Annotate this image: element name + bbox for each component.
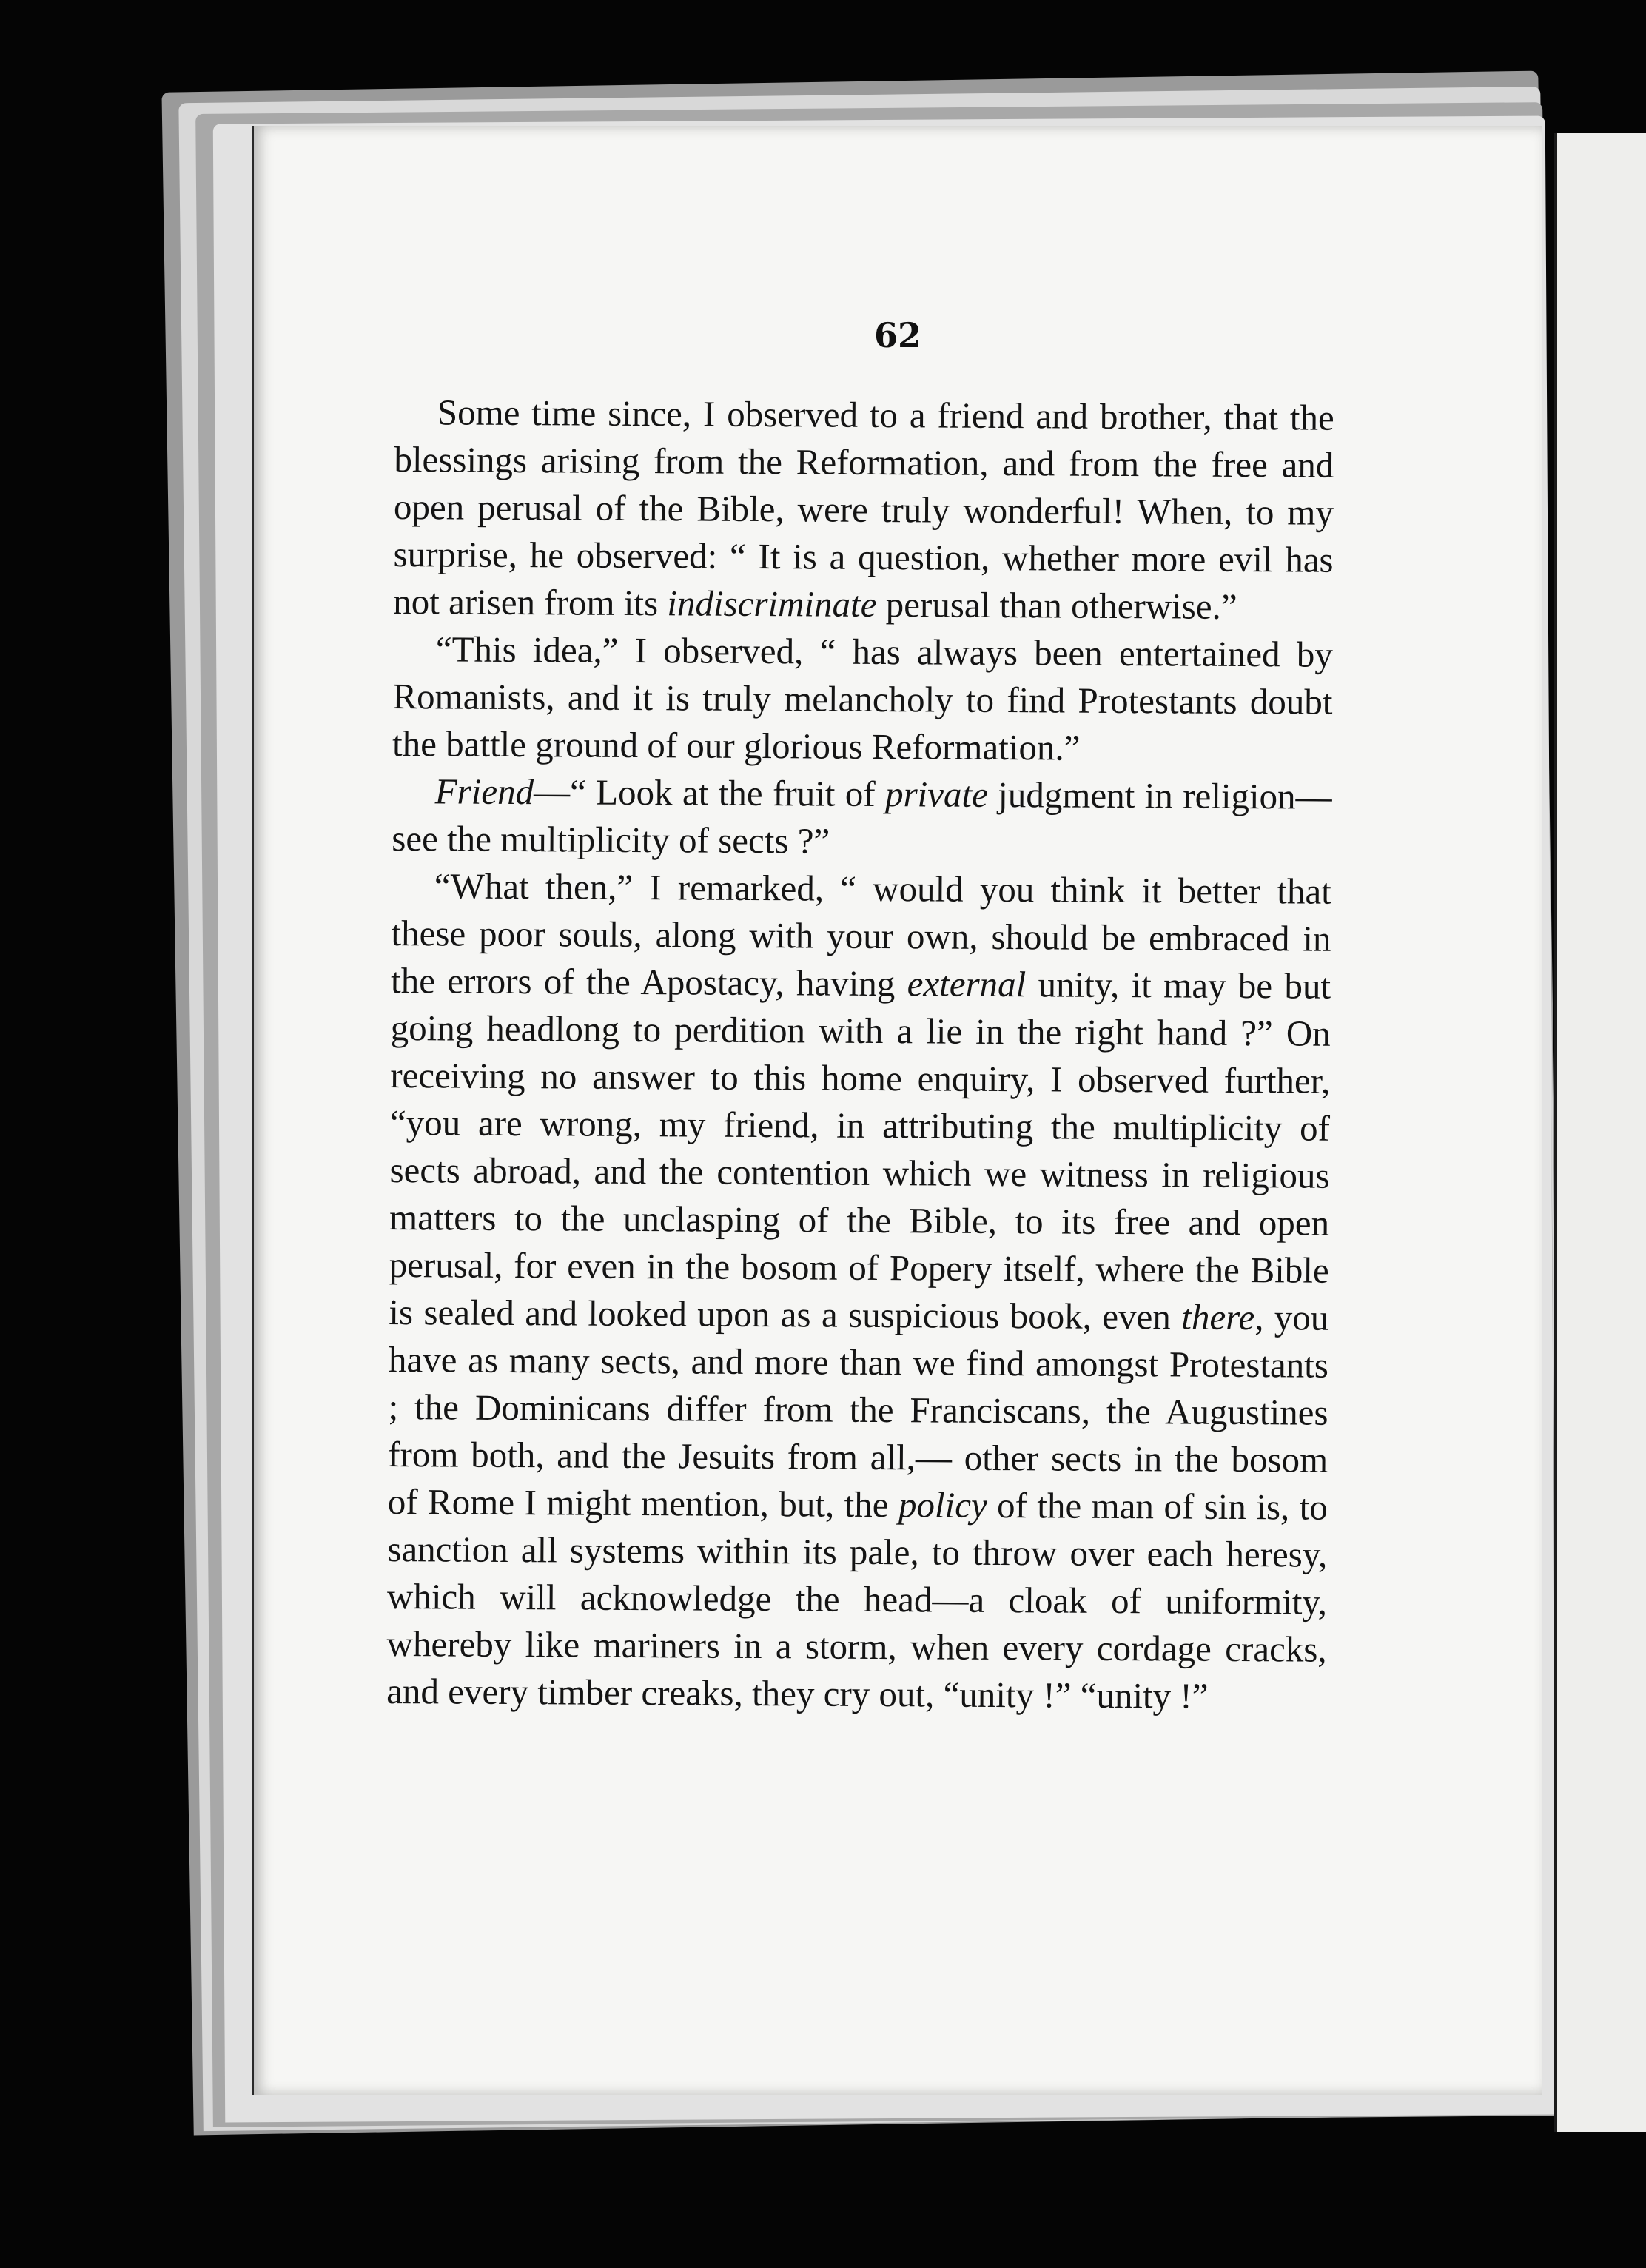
text-run: —“ Look at the fruit of	[533, 771, 886, 815]
paragraph	[392, 625, 1333, 774]
italic-text: external	[907, 963, 1027, 1005]
text-run: of the man of sin is, to sanction all systems within its pale, to throw over each heresy, which will acknowledge the head—a cloak of uniformity, whereby like mariners in a storm, when every cordage cracks, and every timber creaks, they cry out, “unity !” “unity !”	[386, 1484, 1328, 1717]
text-run: “This idea,” I observed, “ has always been entertained by Romanists, and it is truly melancholy to find Protestants doubt the battle ground of our glorious Reformation.”	[392, 628, 1333, 768]
paragraph	[393, 389, 1334, 631]
italic-text: indiscriminate	[667, 583, 877, 625]
text-run: , you have as many sects, and more than we find amongst Protestants ; the Dominicans differ from the Franciscans, the Augustines from both, and the Jesuits from all,— other sects in the bosom of Rome I might mention, but, the	[387, 1297, 1329, 1526]
page-text	[386, 389, 1334, 1721]
text-run: unity, it may be but going headlong to perdition with a lie in the right hand ?” On receiving no answer to this home enquiry, I observed further, “you are wrong, my friend, in attributing the multiplicity of sects abroad, and the contention which we witness in religious matters to the unclasping of the Bible, to its free and open perusal, for even in the bosom of Popery itself, where the Bible is sealed and looked upon as a suspicious book, even	[389, 964, 1331, 1338]
page-number: 62	[873, 315, 921, 355]
book-page	[252, 126, 1542, 2095]
paragraph	[392, 768, 1332, 868]
text-run: Some time since, I observed to a friend and brother, that the blessings arising from the Reformation, and from the free and open perusal of the Bible, were truly wonderful! When, to my surprise, he observed: “ It is a question, whether more evil has not arisen from its	[393, 392, 1334, 624]
italic-text: there	[1181, 1296, 1255, 1338]
italic-text: Friend	[434, 771, 534, 813]
text-run: judgment in religion—see the multiplicity of sects ?”	[392, 774, 1332, 862]
facing-page-edge	[1554, 133, 1646, 2132]
text-run: perusal than otherwise.”	[876, 583, 1237, 627]
text-run: “What then,” I remarked, “ would you think it better that these poor souls, along with your own, should be embraced in the errors of the Apostacy, having	[390, 865, 1332, 1004]
italic-text: policy	[898, 1484, 987, 1526]
paragraph	[386, 862, 1331, 1721]
italic-text: private	[884, 774, 989, 815]
